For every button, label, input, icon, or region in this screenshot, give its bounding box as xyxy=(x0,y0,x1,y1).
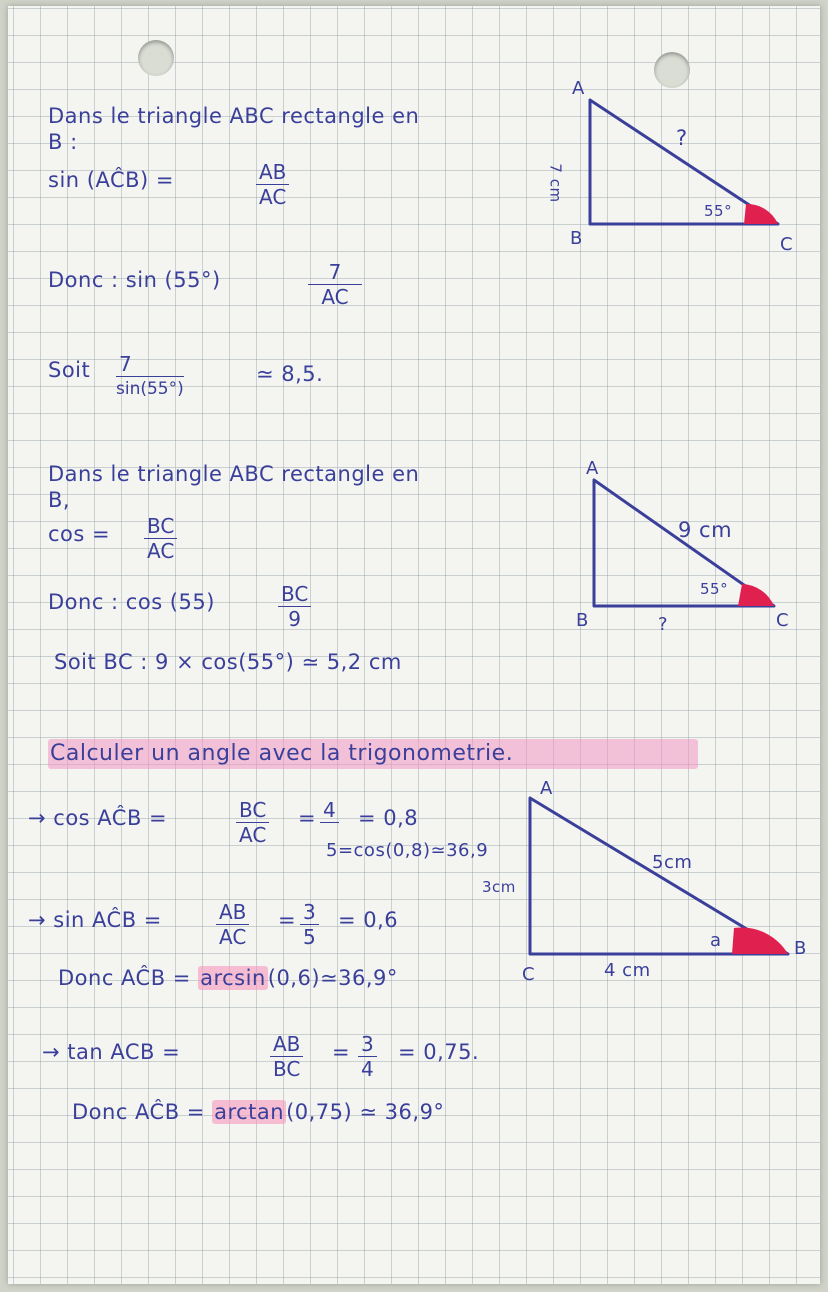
triangle1-label-c: C xyxy=(780,234,794,255)
fraction-bc-9: $\frac{BC}{9}$ xyxy=(278,582,311,631)
triangle3-label-c: C xyxy=(522,964,536,985)
fraction-bc-ac: $\frac{BC}{AC}$ xyxy=(144,514,177,563)
triangle3-label-a: A xyxy=(540,778,553,799)
triangle2-label-a: A xyxy=(586,458,599,479)
cos-arc: 5=cos(0,8)≃36,9 xyxy=(326,840,489,861)
triangle-2 xyxy=(594,480,774,606)
sin-formula: sin (AĈB) = xyxy=(48,168,174,192)
triangle1-label-b: B xyxy=(570,228,583,249)
triangle2-angle: 55° xyxy=(700,580,729,598)
equals: = xyxy=(278,908,297,932)
fraction-3-5: $\frac{3}{5}$ xyxy=(300,900,319,949)
triangle1-side-ab: 7 cm xyxy=(546,163,565,203)
angle-marker xyxy=(744,204,778,224)
fraction-ab-bc: $\frac{AB}{BC}$ xyxy=(270,1032,303,1081)
triangle3-angle: a xyxy=(710,930,722,951)
donc-cos: Donc : cos (55) xyxy=(48,590,215,614)
cos-formula: cos = xyxy=(48,522,111,546)
section1-intro: Dans le triangle ABC rectangle en xyxy=(48,104,420,128)
cos-value: = 0,8 xyxy=(358,806,419,830)
triangle3-side-ac: 3cm xyxy=(482,878,516,896)
notebook-page xyxy=(8,6,820,1284)
triangle1-hyp: ? xyxy=(676,126,688,150)
section2-intro-2: B, xyxy=(48,488,71,512)
sin-angle: → sin AĈB = xyxy=(28,908,162,932)
equals: = xyxy=(298,806,317,830)
soit-bc: Soit BC : 9 × cos(55°) ≃ 5,2 cm xyxy=(54,650,402,674)
triangle2-base: ? xyxy=(658,614,669,635)
triangle3-label-b: B xyxy=(794,938,807,959)
triangle2-hyp: 9 cm xyxy=(678,518,733,542)
cos-angle: → cos AĈB = xyxy=(28,806,168,830)
triangle2-label-c: C xyxy=(776,610,790,631)
triangle3-hyp: 5cm xyxy=(652,852,693,873)
triangle-drawings xyxy=(8,6,820,1284)
soit-result: ≃ 8,5. xyxy=(256,362,324,386)
triangle3-base: 4 cm xyxy=(604,960,651,981)
donc-arcsin: Donc AĈB = arcsin(0,6)≃36,9° xyxy=(58,966,398,990)
equals: = xyxy=(332,1040,351,1064)
tan-value: = 0,75. xyxy=(398,1040,480,1064)
sin-value: = 0,6 xyxy=(338,908,399,932)
triangle1-angle: 55° xyxy=(704,202,733,220)
section2-intro: Dans le triangle ABC rectangle en xyxy=(48,462,420,486)
section3-heading: Calculer un angle avec la trigonometrie. xyxy=(50,741,514,766)
triangle-3 xyxy=(530,798,788,954)
section1-intro-2: B : xyxy=(48,130,78,154)
angle-marker xyxy=(738,584,774,606)
tan-angle: → tan ACB = xyxy=(42,1040,181,1064)
fraction-ab-ac: $\frac{AB}{AC}$ xyxy=(256,160,289,209)
triangle1-label-a: A xyxy=(572,78,585,99)
fraction-bc-ac-2: $\frac{BC}{AC}$ xyxy=(236,798,269,847)
fraction-ab-ac-2: $\frac{AB}{AC}$ xyxy=(216,900,249,949)
donc-sin: Donc : sin (55°) xyxy=(48,268,221,292)
fraction-7-ac: $\frac{7}{AC}$ xyxy=(308,260,362,309)
angle-marker xyxy=(732,927,788,954)
donc-arctan: Donc AĈB = arctan(0,75) ≃ 36,9° xyxy=(72,1100,445,1124)
fraction-3-4: $\frac{3}{4}$ xyxy=(358,1032,377,1081)
fraction-4-5: 4 xyxy=(320,798,339,847)
fraction-7-sin55: $\frac{7}{\sin(55^\circ)}$ xyxy=(116,352,184,399)
triangle-1 xyxy=(590,100,778,224)
triangle2-label-b: B xyxy=(576,610,589,631)
soit-label: Soit xyxy=(48,358,91,382)
